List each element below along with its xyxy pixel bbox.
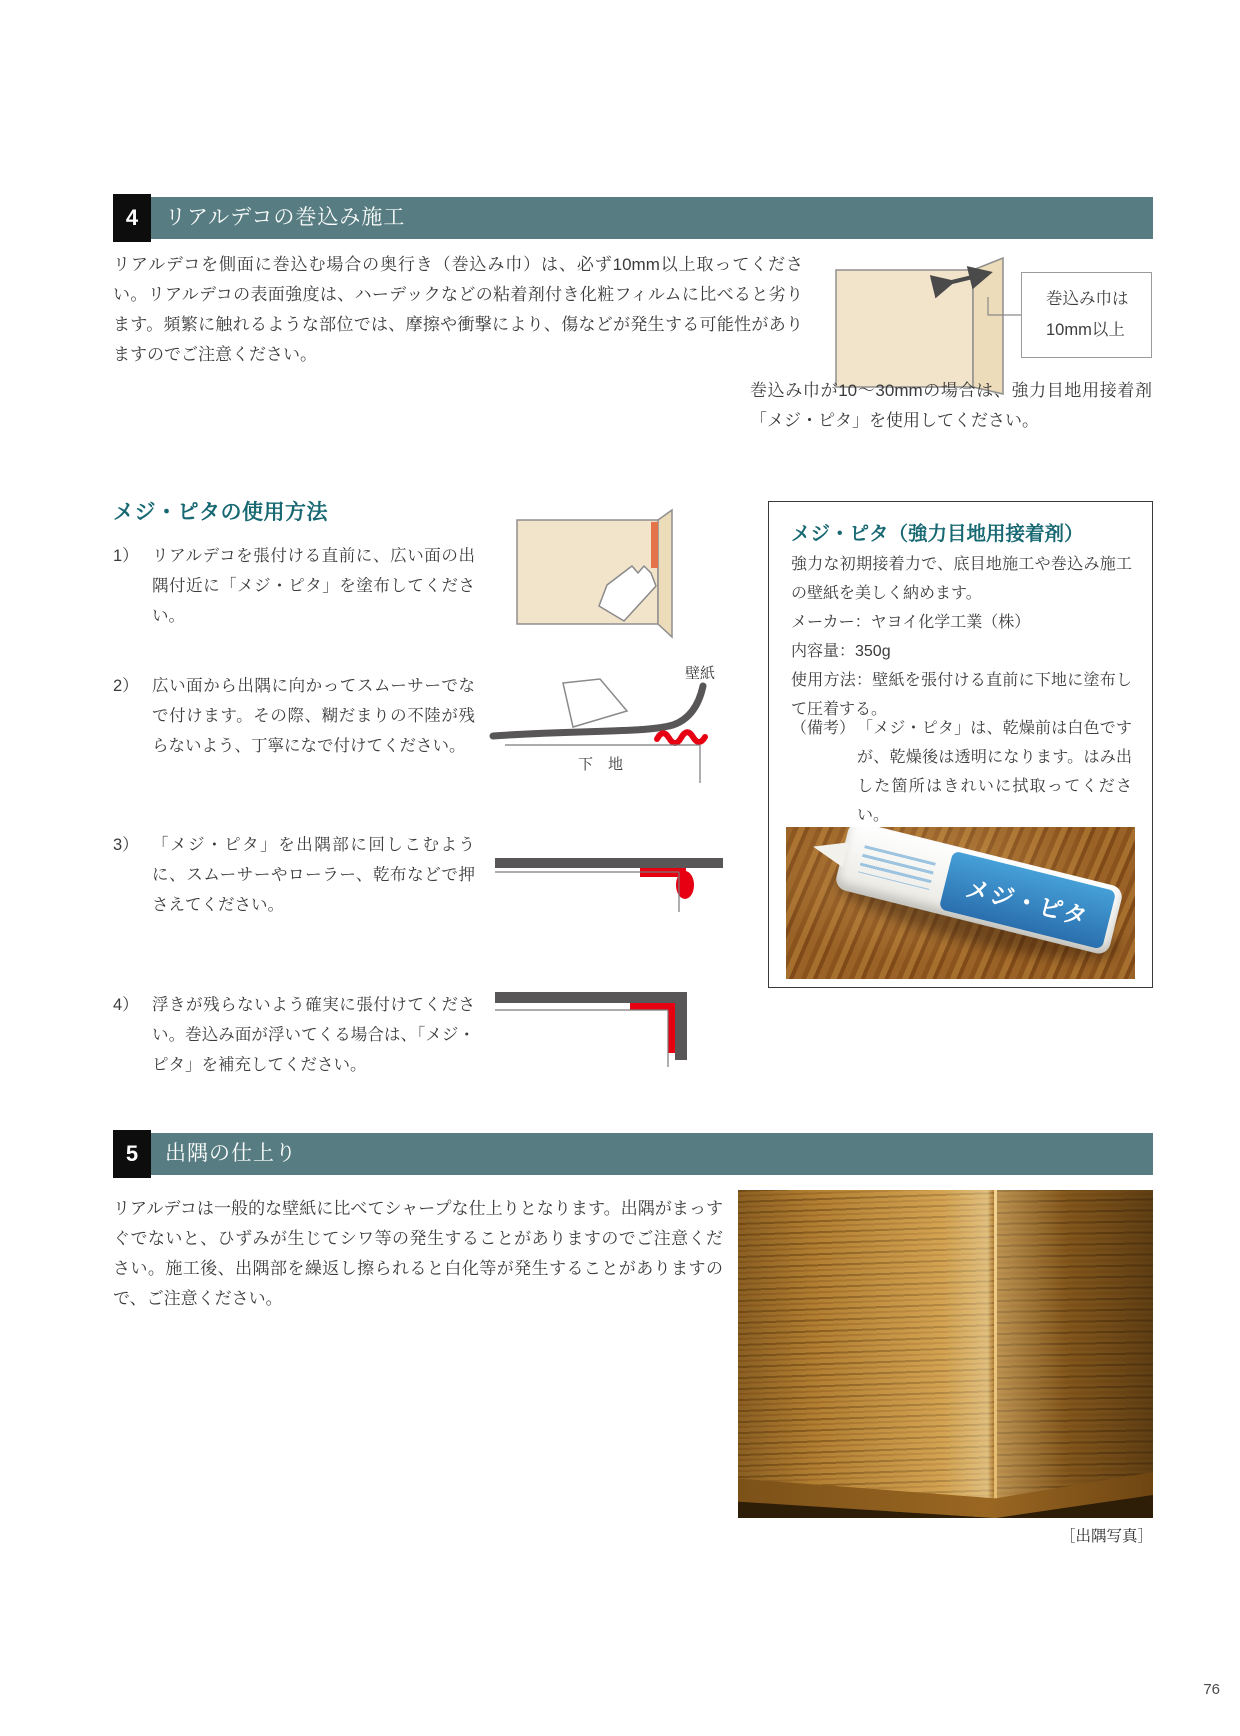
usage-heading: メジ・ピタの使用方法 (113, 501, 328, 524)
step-3 (113, 830, 475, 920)
step-4-number: 4） (113, 996, 139, 1014)
wallpaper-bar (495, 992, 687, 1003)
step-4 (113, 990, 475, 1080)
page-number: 76 (1203, 1681, 1220, 1698)
section5-title: 出隅の仕上り (165, 1142, 297, 1165)
product-note-label: （備考） (791, 720, 856, 737)
panel-front (836, 270, 973, 387)
glue-bead-stripe (651, 522, 658, 568)
product-maker: メーカー：ヤヨイ化学工業（株） (791, 614, 1031, 631)
section5-body: リアルデコは一般的な壁紙に比べてシャープな仕上りとなります。出隅がまっすぐでないと、ひずみが生じてシワ等の発生することがありますのでご注意ください。施工後、出隅部を繰返し擦られると白化等が発生することがありますので、ご注意ください。 (113, 1199, 723, 1308)
wrap-width-label-line1: 巻込み巾は (1046, 290, 1129, 308)
step-4-text: 浮きが残らないよう確実に張付けてください。巻込み面が浮いてくる場合は、「メジ・ピタ」を補充してください。 (152, 996, 475, 1074)
step-1-text: リアルデコを張付ける直前に、広い面の出隅付近に「メジ・ピタ」を塗布してください。 (152, 547, 475, 625)
section5-header (113, 1133, 1153, 1175)
wallpaper-wrap-edge (675, 992, 687, 1060)
step4-diagram (460, 985, 700, 1080)
corner-photo (738, 1190, 1153, 1518)
product-box-heading: メジ・ピタ（強力目地用接着剤） (791, 523, 1084, 545)
glue-layer-vertical (668, 1003, 675, 1053)
product-box (768, 501, 1153, 988)
product-note (791, 714, 1132, 830)
wallpaper-bar (495, 858, 723, 868)
section4-header (113, 197, 1153, 239)
product-photo (786, 827, 1135, 979)
glue-squiggle (657, 732, 705, 743)
tube-cap (810, 834, 849, 867)
section4-number: 4 (113, 194, 151, 242)
product-volume: 内容量：350g (791, 643, 891, 660)
step-3-text: 「メジ・ピタ」を出隅部に回しこむように、スムーサーやローラー、乾布などで押さえてください。 (152, 836, 475, 914)
tube-label: メジ・ピタ (939, 851, 1116, 950)
step-1-number: 1） (113, 547, 139, 565)
step3-diagram (460, 845, 740, 920)
step-1 (113, 541, 475, 631)
wallpaper-label: 壁紙 (685, 665, 716, 682)
step-3-number: 3） (113, 836, 139, 854)
section5-number: 5 (113, 1130, 151, 1178)
product-desc: 強力な初期接着力で、底目地施工や巻込み施工の壁紙を美しく納めます。 (791, 556, 1132, 602)
wood-right-face (995, 1190, 1153, 1518)
panel-fold (658, 510, 672, 637)
substrate-line (495, 1010, 668, 1067)
substrate-label: 下 地 (578, 756, 624, 773)
wrap-width-label-line2: 10mm以上 (1046, 321, 1125, 339)
section4-intro: リアルデコを側面に巻込む場合の奥行き（巻込み巾）は、必ず10mm以上取ってください。リアルデコの表面強度は、ハーデックなどの粘着剤付き化粧フィルムに比べると劣ります。頻繁に触れるような部位では、摩擦や衝撃により、傷などが発生する可能性がありますのでご注意ください。 (113, 255, 803, 364)
wrap-width-label-box (1021, 272, 1152, 358)
step-2-text: 広い面から出隅に向かってスムーサーでなで付けます。その際、糊だまりの不陸が残らないよう、丁寧になで付けてください。 (152, 677, 475, 755)
step-2 (113, 671, 475, 761)
step-2-number: 2） (113, 677, 139, 695)
product-usage: 使用方法：壁紙を張付ける直前に下地に塗布して圧着する。 (791, 672, 1132, 718)
smoother-icon (563, 679, 627, 727)
corner-photo-caption: ［出隅写真］ (1059, 1528, 1153, 1545)
step1-diagram (510, 495, 690, 660)
wood-left-face (738, 1190, 995, 1518)
wrap-width-caption: 巻込み巾が10〜30mmの場合は、強力目地用接着剤「メジ・ピタ」を使用してください。 (750, 381, 1152, 430)
panel-fold (973, 258, 1003, 394)
substrate-line (495, 872, 679, 912)
product-note-text: 「メジ・ピタ」は、乾燥前は白色ですが、乾燥後は透明になります。はみ出した箇所はきれいに拭取ってください。 (857, 720, 1132, 824)
corner-edge-highlight (994, 1190, 997, 1518)
section4-title: リアルデコの巻込み施工 (165, 206, 406, 229)
